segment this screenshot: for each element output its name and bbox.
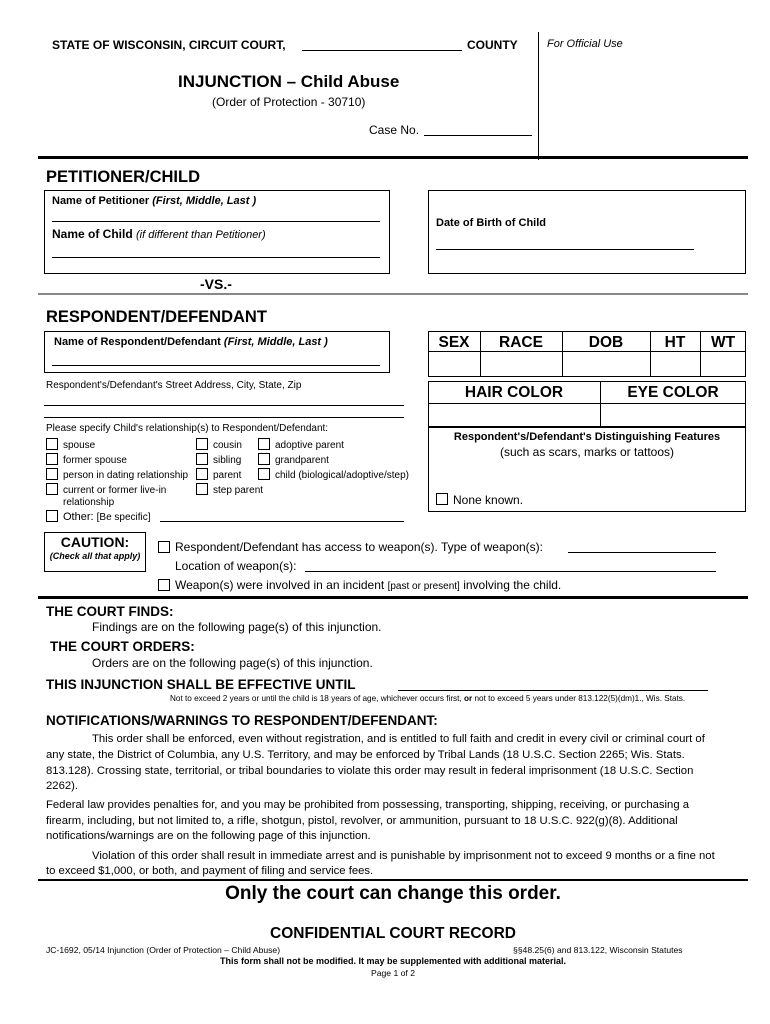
caution-hint: (Check all that apply) bbox=[49, 551, 141, 561]
weapon-access-checkbox[interactable] bbox=[158, 541, 170, 553]
statutes: §§48.25(6) and 813.122, Wisconsin Statutes bbox=[513, 945, 683, 955]
header-divider bbox=[38, 156, 748, 159]
spouse-label: spouse bbox=[63, 440, 96, 451]
features-title: Respondent's/Defendant's Distinguishing Features bbox=[453, 431, 721, 443]
respondent-name-field[interactable] bbox=[52, 365, 380, 366]
dating-relationship-label: person in dating relationship bbox=[63, 470, 189, 481]
relationship-label: Please specify Child's relationship(s) to Respondent/Defendant: bbox=[46, 423, 329, 434]
form-subtitle: (Order of Protection - 30710) bbox=[212, 95, 366, 109]
case-no-field[interactable] bbox=[424, 135, 532, 136]
notifications-divider bbox=[38, 879, 748, 881]
page-number: Page 1 of 2 bbox=[371, 968, 415, 978]
parent-checkbox[interactable] bbox=[196, 468, 208, 480]
dob-field[interactable] bbox=[564, 353, 648, 375]
weapon-location-field[interactable] bbox=[305, 571, 716, 572]
effective-note: Not to exceed 2 years or until the child is 18 years of age, whichever occurs first, bbox=[170, 694, 462, 703]
county-field[interactable] bbox=[302, 50, 462, 51]
modification-notice: This form shall not be modified. It may be supplemented with additional material. bbox=[219, 956, 567, 966]
effective-note-or: or bbox=[464, 694, 473, 703]
official-use-label: For Official Use bbox=[547, 38, 623, 50]
vs-divider bbox=[38, 293, 748, 295]
parent-label: parent bbox=[213, 470, 242, 481]
other-checkbox[interactable] bbox=[46, 510, 58, 522]
step-parent-label: step parent bbox=[213, 485, 264, 496]
weapon-incident-checkbox[interactable] bbox=[158, 579, 170, 591]
race-field[interactable] bbox=[482, 353, 560, 375]
eye-color-field[interactable] bbox=[602, 405, 744, 425]
child-name-field[interactable] bbox=[52, 257, 380, 258]
notifications-heading: NOTIFICATIONS/WARNINGS TO RESPONDENT/DEFENDANT: bbox=[46, 713, 438, 728]
effective-until-heading: THIS INJUNCTION SHALL BE EFFECTIVE UNTIL bbox=[46, 677, 356, 692]
petitioner-heading: PETITIONER/CHILD bbox=[46, 168, 201, 186]
wt-header: WT bbox=[710, 334, 736, 351]
ht-header: HT bbox=[664, 334, 686, 351]
petitioner-name-hint: (First, Middle, Last ) bbox=[152, 195, 257, 207]
adoptive-parent-label: adoptive parent bbox=[275, 440, 344, 451]
sex-field[interactable] bbox=[430, 353, 478, 375]
effective-until-field[interactable] bbox=[398, 690, 708, 691]
former-spouse-label: former spouse bbox=[63, 455, 127, 466]
race-header: RACE bbox=[499, 334, 543, 351]
dob-header: DOB bbox=[588, 334, 624, 351]
court-orders-heading: THE COURT ORDERS: bbox=[50, 639, 195, 654]
live-in-label: current or former live-in bbox=[63, 485, 167, 496]
child-name-hint: (if different than Petitioner) bbox=[136, 229, 266, 241]
court-orders-text: Orders are on the following page(s) of this injunction. bbox=[92, 656, 373, 670]
none-known-label: None known. bbox=[453, 493, 524, 507]
sibling-checkbox[interactable] bbox=[196, 453, 208, 465]
county-label: COUNTY bbox=[467, 38, 518, 52]
sex-header: SEX bbox=[438, 334, 470, 351]
notifications-p2: Federal law provides penalties for, and you may be prohibited from possessing, transporting, shipping, receiving, or purchasing a firearm, including, but not limited to, a rifle, shotgun, pistol, revolver, or ammunition, pursuant to 18 U.S.C. 922(g)(8). Additional notifications/warnings are on the following page of this injunction. bbox=[46, 799, 690, 842]
cousin-checkbox[interactable] bbox=[196, 438, 208, 450]
confidential-record: CONFIDENTIAL COURT RECORD bbox=[270, 925, 516, 942]
child-dob-label: Date of Birth of Child bbox=[436, 217, 546, 229]
court-finds-heading: THE COURT FINDS: bbox=[46, 604, 174, 619]
ht-field[interactable] bbox=[652, 353, 698, 375]
caution-title: CAUTION: bbox=[60, 534, 130, 550]
respondent-heading: RESPONDENT/DEFENDANT bbox=[46, 308, 267, 326]
child-name-label: Name of Child bbox=[52, 227, 133, 241]
notifications-p3-rest: to exceed $1,000, or both, and payment of filing and service fees. bbox=[46, 865, 374, 877]
child-dob-field[interactable] bbox=[436, 249, 694, 250]
eye-color-header: EYE COLOR bbox=[627, 384, 719, 401]
court-finds-text: Findings are on the following page(s) of this injunction. bbox=[92, 620, 382, 634]
hair-color-header: HAIR COLOR bbox=[464, 384, 564, 401]
wt-field[interactable] bbox=[702, 353, 744, 375]
sibling-label: sibling bbox=[213, 455, 242, 466]
weapon-incident-label-end: involving the child. bbox=[463, 578, 562, 592]
child-relationship-checkbox[interactable] bbox=[258, 468, 270, 480]
petitioner-name-label: Name of Petitioner bbox=[52, 195, 150, 207]
grandparent-label: grandparent bbox=[275, 455, 329, 466]
weapon-location-label: Location of weapon(s): bbox=[175, 559, 297, 573]
versus-label: -VS.- bbox=[200, 276, 232, 292]
caution-divider bbox=[38, 596, 748, 599]
weapon-incident-qualifier: [past or present] bbox=[387, 581, 460, 592]
live-in-label-cont: relationship bbox=[63, 497, 115, 508]
only-court-notice: Only the court can change this order. bbox=[225, 883, 561, 904]
notifications-p3-first: Violation of this order shall result in immediate arrest and is punishable by imprisonment not to exceed 9 months or a fine not bbox=[92, 850, 715, 862]
cousin-label: cousin bbox=[213, 440, 242, 451]
court-label: STATE OF WISCONSIN, CIRCUIT COURT, bbox=[52, 38, 286, 52]
notifications-p1-first: This order shall be enforced, even without registration, and is entitled to full faith and credit in every civil or criminal court of bbox=[92, 733, 705, 745]
spouse-checkbox[interactable] bbox=[46, 438, 58, 450]
respondent-name-label: Name of Respondent/Defendant bbox=[54, 336, 221, 348]
other-field[interactable] bbox=[160, 521, 404, 522]
child-relationship-label: child (biological/adoptive/step) bbox=[275, 470, 409, 481]
features-hint: (such as scars, marks or tattoos) bbox=[499, 445, 675, 459]
live-in-checkbox[interactable] bbox=[46, 483, 58, 495]
form-title: INJUNCTION – Child Abuse bbox=[178, 72, 400, 91]
address-field-1[interactable] bbox=[44, 405, 404, 406]
former-spouse-checkbox[interactable] bbox=[46, 453, 58, 465]
address-label: Respondent's/Defendant's Street Address, City, State, Zip bbox=[46, 380, 302, 391]
address-field-2[interactable] bbox=[44, 417, 404, 418]
case-no-label: Case No. bbox=[369, 123, 420, 137]
other-hint: [Be specific] bbox=[96, 512, 151, 523]
adoptive-parent-checkbox[interactable] bbox=[258, 438, 270, 450]
respondent-name-hint: (First, Middle, Last ) bbox=[223, 336, 328, 348]
child-dob-box bbox=[428, 190, 746, 274]
petitioner-name-field[interactable] bbox=[52, 221, 380, 222]
hair-color-field[interactable] bbox=[430, 405, 598, 425]
grandparent-checkbox[interactable] bbox=[258, 453, 270, 465]
dating-relationship-checkbox[interactable] bbox=[46, 468, 58, 480]
other-label: Other: bbox=[63, 511, 94, 523]
weapon-access-label: Respondent/Defendant has access to weapon(s). Type of weapon(s): bbox=[175, 540, 543, 554]
effective-note-end: not to exceed 5 years under 813.122(5)(dm)1., Wis. Stats. bbox=[474, 694, 686, 703]
step-parent-checkbox[interactable] bbox=[196, 483, 208, 495]
weapon-incident-label: Weapon(s) were involved in an incident bbox=[175, 578, 385, 592]
form-id: JC-1692, 05/14 Injunction (Order of Protection – Child Abuse) bbox=[46, 945, 281, 955]
notifications-p1-rest: any state, the District of Columbia, any U.S. Territory, and may be enforced by Tribal Lands (18 U.S.C. Section 2265; Wis. Stats. 813.128). Crossing state, territorial, or tribal boundaries to violate this order may result in federal imprisonment (18 U.S.C. Section 2262). bbox=[46, 749, 694, 792]
official-use-divider bbox=[538, 32, 539, 160]
none-known-checkbox[interactable] bbox=[436, 493, 448, 505]
weapon-type-field[interactable] bbox=[568, 552, 716, 553]
